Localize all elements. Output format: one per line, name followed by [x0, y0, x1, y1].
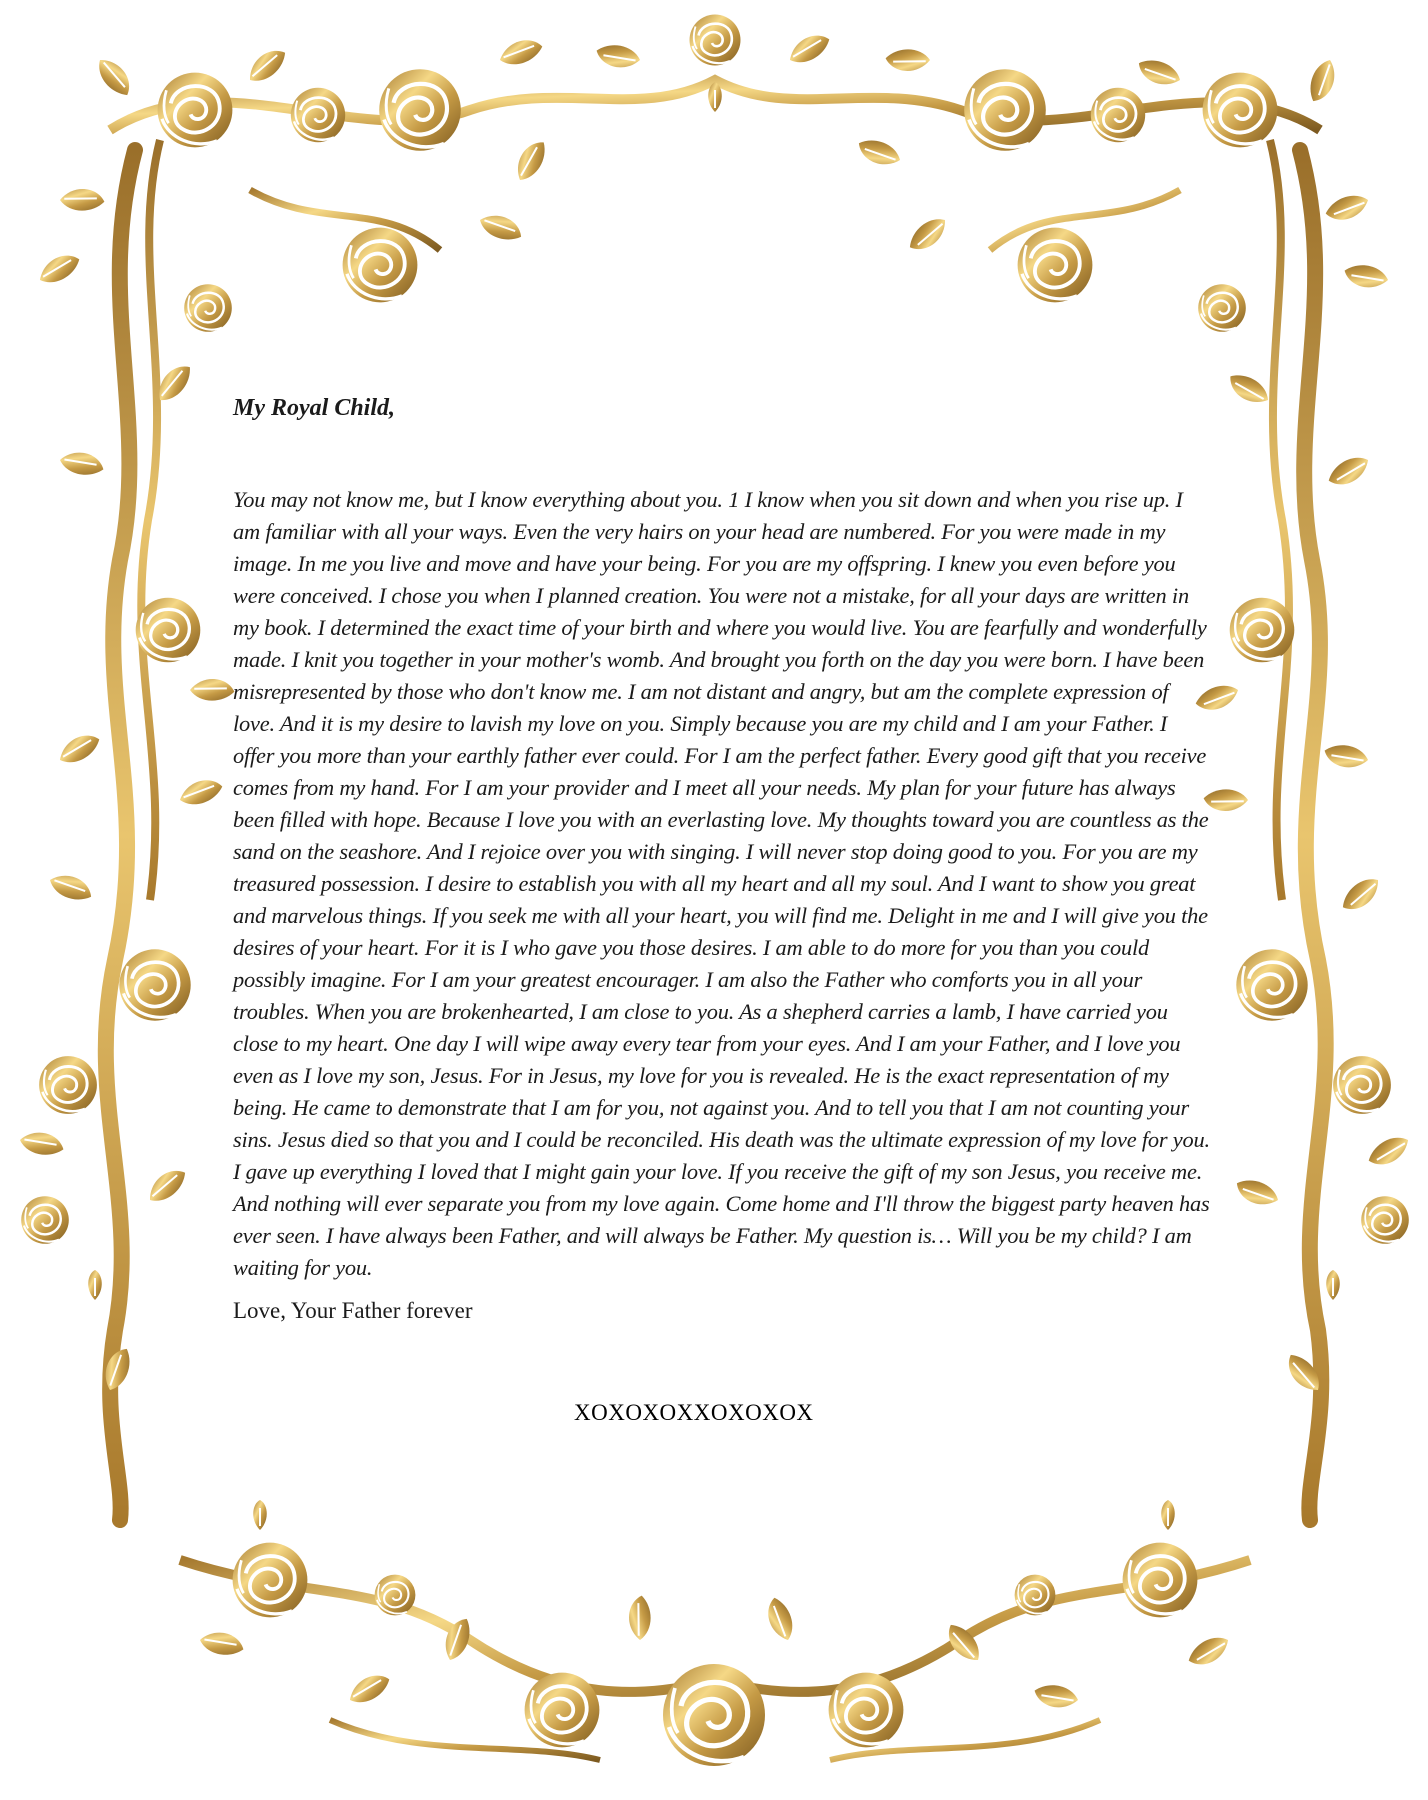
- letter-content: [233, 378, 1213, 1326]
- letter-kisses: XOXOXOXXOXOXOX: [574, 1400, 814, 1425]
- letter-closing: Love, Your Father forever: [233, 1298, 473, 1323]
- letter-salutation: My Royal Child,: [233, 395, 396, 421]
- letter-body: You may not know me, but I know everything about you. 1 I know when you sit down and when you rise up. I am familiar with all your ways. Even the very hairs on your head are numbered. For you were made in my image. In me you live and move and have your being. For you are my offspring. I knew you even before you were conceived. I chose you when I planned creation. You were not a mistake, for all your days are written in my book. I determined the exact time of your birth and where you would live. You are fearfully and wonderfully made. I knit you together in your mother's womb. And brought you forth on the day you were born. I have been misrepresented by those who don't know me. I am not distant and angry, but am the complete expression of love. And it is my desire to lavish my love on you. Simply because you are my child and I am your Father. I offer you more than your earthly father ever could. For I am the perfect father. Every good gift that you receive comes from my hand. For I am your provider and I meet all your needs. My plan for your future has always been filled with hope. Because I love you with an everlasting love. My thoughts toward you are countless as the sand on the seashore. And I rejoice over you with singing. I will never stop doing good to you. For you are my treasured possession. I desire to establish you with all my heart and all my soul. And I want to show you great and marvelous things. If you seek me with all your heart, you will find me. Delight in me and I will give you the desires of your heart. For it is I who gave you those desires. I am able to do more for you than you could possibly imagine. For I am your greatest encourager. I am also the Father who comforts you in all your troubles. When you are brokenhearted, I am close to you. As a shepherd carries a lamb, I have carried you close to my heart. One day I will wipe away every tear from your eyes. And I am your Father, and I love you even as I love my son, Jesus. For in Jesus, my love for you is revealed. He is the exact representation of my being. He came to demonstrate that I am for you, not against you. And to tell you that I am not counting your sins. Jesus died so that you and I could be reconciled. His death was the ultimate expression of my love for you. I gave up everything I loved that I might gain your love. If you receive the gift of my son Jesus, you receive me. And nothing will ever separate you from my love again. Come home and I'll throw the biggest party heaven has ever seen. I have always been Father, and will always be Father. My question is… Will you be my child? I am waiting for you.: [233, 487, 1210, 1280]
